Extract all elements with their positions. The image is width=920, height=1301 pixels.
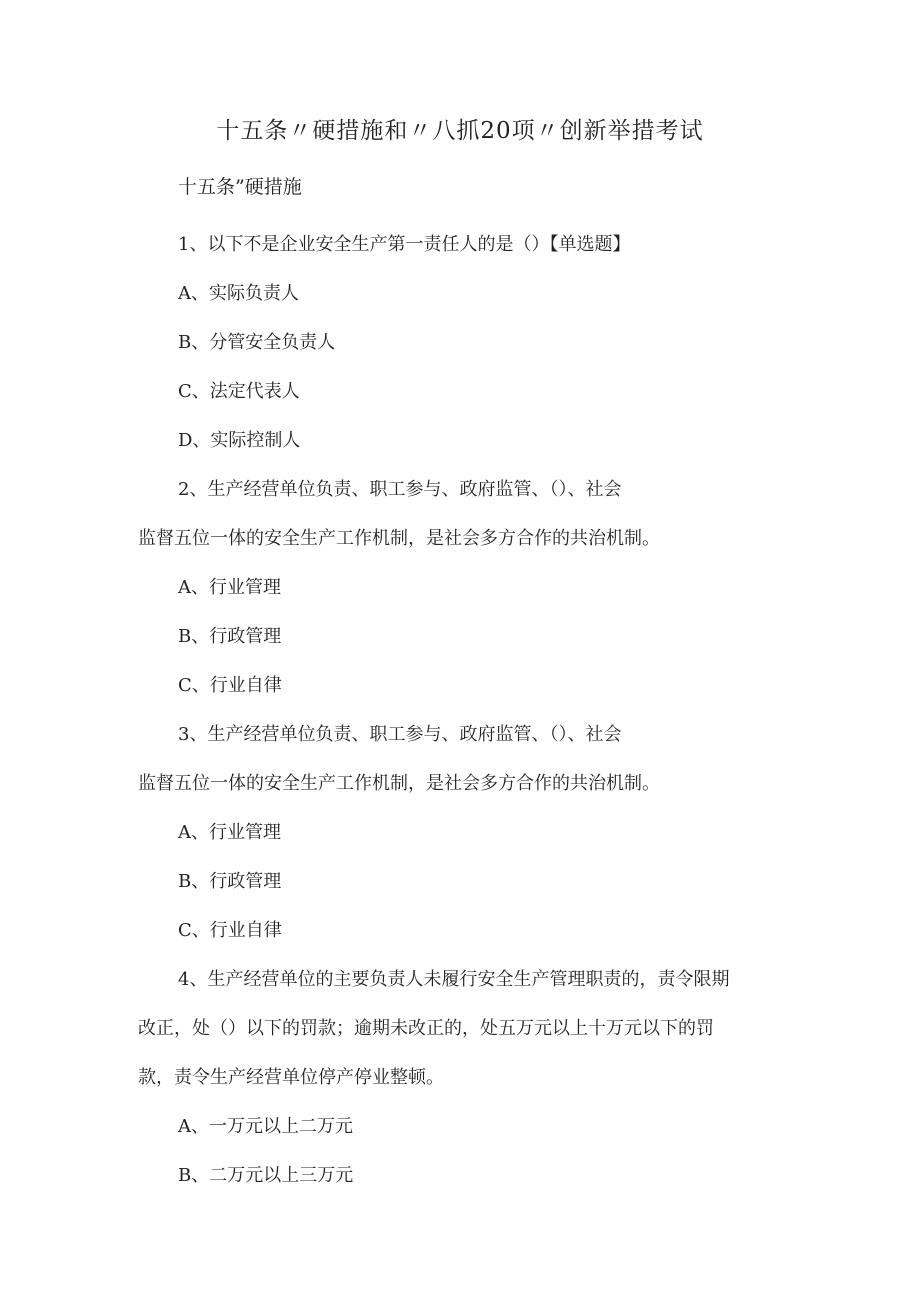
question-2 [138, 465, 786, 710]
option-d: D、实际控制人 [178, 430, 301, 451]
stem-part-1: 3、生产经营单位负责、职工参与、政府监管、（ [178, 724, 559, 745]
question-list [138, 220, 786, 1200]
question-stem [138, 710, 786, 759]
section-heading: 十五条”硬措施 [178, 176, 302, 198]
option-a: A、一万元以上二万元 [178, 1116, 353, 1137]
option-a: A、行业管理 [178, 577, 281, 598]
option-b: B、分管安全负责人 [178, 332, 336, 353]
option-b: B、行政管理 [178, 871, 282, 892]
question-stem-continued: 监督五位一体的安全生产工作机制，是社会多方合作的共治机制。 [138, 528, 660, 549]
question-3 [138, 710, 786, 955]
question-1 [138, 220, 786, 465]
question-stem-continued: 监督五位一体的安全生产工作机制，是社会多方合作的共治机制。 [138, 773, 660, 794]
option-c: C、行业自律 [178, 920, 282, 941]
document-title: 十五条〃硬措施和〃八抓20项〃创新举措考试 [216, 118, 704, 144]
stem-part-1: 2、生产经营单位负责、职工参与、政府监管、（ [178, 479, 559, 500]
question-stem [138, 465, 786, 514]
question-4 [138, 955, 786, 1200]
option-c: C、行业自律 [178, 675, 282, 696]
question-stem-continued: 款，责令生产经营单位停产停业整顿。 [138, 1067, 444, 1088]
option-b: B、二万元以上三万元 [178, 1165, 354, 1186]
option-c: C、法定代表人 [178, 381, 300, 402]
question-stem-continued: 改正，处（）以下的罚款；逾期未改正的，处五万元以上十万元以下的罚 [138, 1018, 714, 1039]
stem-part-2: ）、社会 [558, 479, 622, 500]
question-stem: 1、以下不是企业安全生产第一责任人的是（）【单选题】 [178, 234, 631, 255]
question-stem: 4、生产经营单位的主要负责人未履行安全生产管理职责的，责令限期 [178, 969, 730, 990]
option-a: A、行业管理 [178, 822, 281, 843]
option-b: B、行政管理 [178, 626, 282, 647]
stem-part-2: ）、社会 [558, 724, 622, 745]
option-a: A、实际负责人 [178, 283, 299, 304]
